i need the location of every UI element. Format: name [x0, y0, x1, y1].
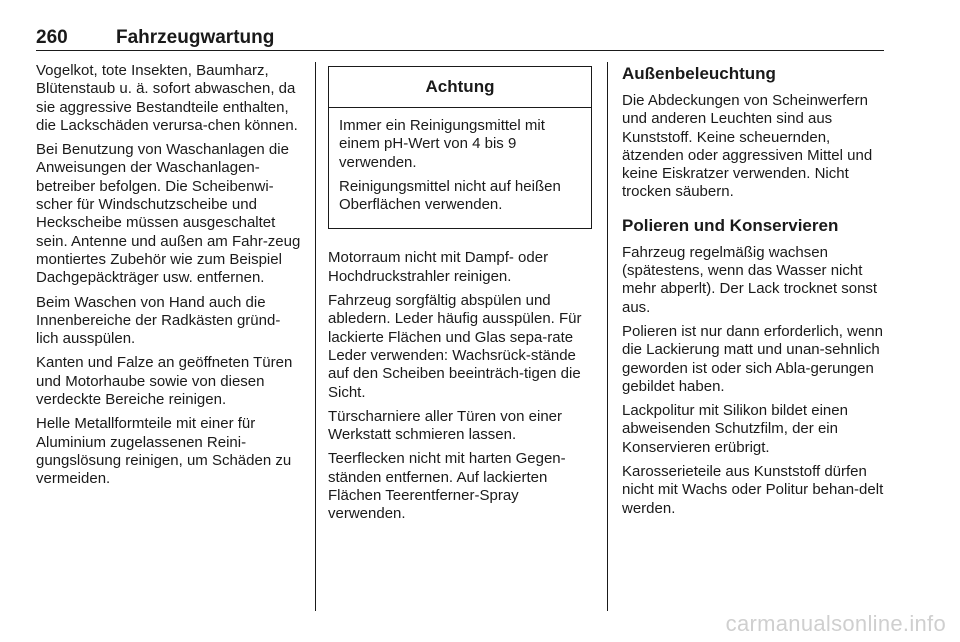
- paragraph: Karosserieteile aus Kunststoff dürfen nicht mit Wachs oder Politur behan-delt werden.: [622, 463, 884, 517]
- warning-paragraph: Reinigungsmittel nicht auf heißen Oberflächen verwenden.: [339, 177, 561, 214]
- paragraph: Polieren ist nur dann erforderlich, wenn die Lackierung matt und unan-sehnlich geworden ist oder sich Abla-gerungen gebildet haben.: [622, 322, 883, 395]
- warning-body: [329, 108, 591, 228]
- column-divider: [607, 62, 608, 611]
- paragraph: Teerflecken nicht mit harten Gegen-ständen entfernen. Auf lackierten Flächen Teerentferner-Spray verwenden.: [328, 450, 566, 523]
- paragraph: Bei Benutzung von Waschanlagen die Anweisungen der Waschanlagen-betreiber befolgen. Die Scheibenwi-scher für Windschutzscheibe und Heckscheibe müssen ausgeschaltet sein. Antenne und außen am Fahr-zeug montiertes Zubehör wie zum Beispiel Dachgepäckträger usw. entfernen.: [36, 141, 301, 287]
- paragraph: Die Abdeckungen von Scheinwerfern und anderen Leuchten sind aus Kunststoff. Keine scheuernden, ätzenden oder aggressiven Mittel und keine Eiskratzer verwenden. Nicht trocken säubern.: [622, 92, 873, 201]
- paragraph: Fahrzeug regelmäßig wachsen (spätestens, wenn das Wasser nicht mehr abperlt). Der Lack trocknet sonst aus.: [622, 243, 878, 316]
- paragraph: Lackpolitur mit Silikon bildet einen abweisenden Schutzfilm, der ein Konservieren erübrigt.: [622, 402, 848, 456]
- paragraph: Helle Metallformteile mit einer für Aluminium zugelassenen Reini-gungslösung reinigen, um Schäden zu vermeiden.: [36, 415, 292, 488]
- column-2: [328, 62, 592, 530]
- section-heading-exterior-lighting: Außenbeleuchtung: [622, 64, 776, 83]
- section-heading-polishing: Polieren und Konservieren: [622, 215, 839, 235]
- page-number: 260: [36, 27, 68, 48]
- warning-title: Achtung: [329, 67, 591, 108]
- warning-box: [328, 66, 592, 229]
- paragraph: Beim Waschen von Hand auch die Innenbereiche der Radkästen gründ-lich ausspülen.: [36, 293, 281, 348]
- chapter-title: Fahrzeugwartung: [116, 27, 275, 48]
- watermark: carmanualsonline.info: [725, 611, 946, 636]
- paragraph: Türscharniere aller Türen von einer Werkstatt schmieren lassen.: [328, 407, 563, 444]
- paragraph: Motorraum nicht mit Dampf- oder Hochdruckstrahler reinigen.: [328, 249, 549, 285]
- paragraph: Vogelkot, tote Insekten, Baumharz, Blütenstaub u. ä. sofort abwaschen, da sie aggressive Bestandteile enthalten, die Lackschäden verursa-chen können.: [36, 62, 298, 134]
- paragraph: Kanten und Falze an geöffneten Türen und Motorhaube sowie von diesen verdeckte Bereiche reinigen.: [36, 354, 293, 409]
- warning-paragraph: Immer ein Reinigungsmittel mit einem pH-Wert von 4 bis 9 verwenden.: [339, 117, 545, 171]
- page-header: [36, 28, 884, 51]
- column-3: [622, 62, 888, 524]
- paragraph: Fahrzeug sorgfältig abspülen und abledern. Leder häufig ausspülen. Für lackierte Flächen und Glas sepa-rate Leder verwenden: Wachsrück-stände auf den Scheiben beeinträch-tigen die Sicht.: [328, 292, 582, 401]
- column-divider: [315, 62, 316, 611]
- column-1: [36, 62, 302, 495]
